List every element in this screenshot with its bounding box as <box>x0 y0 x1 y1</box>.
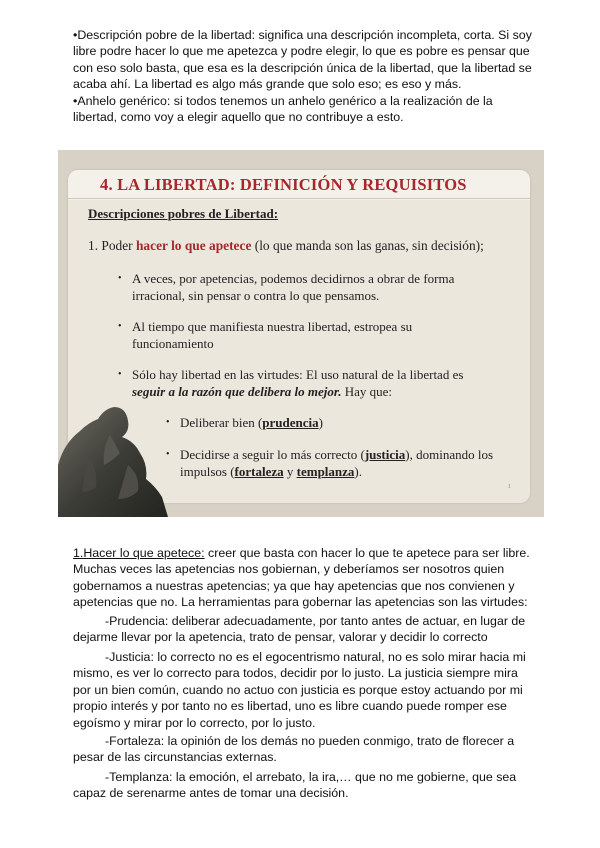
slide-subbullet-2-justicia: justicia <box>364 447 406 462</box>
slide-subbullet-1-a: Deliberar bien ( <box>180 415 263 430</box>
body-fortaleza: -Fortaleza: la opinión de los demás no pueden conmigo, trato de florecer a pesar de las circunstancias externas. <box>73 734 515 765</box>
slide-item-1-highlight: hacer lo que apetece <box>135 238 252 253</box>
slide-bullet-3-text-a: Sólo hay libertad en las virtudes: El uso natural de la libertad es <box>132 367 464 382</box>
slide-subbullet-2-g: ). <box>354 464 363 479</box>
slide-divider <box>68 198 530 199</box>
body-heading-hacer: 1.Hacer lo que apetece: <box>73 546 205 560</box>
slide-subbullet-1 <box>166 414 500 431</box>
slide-subbullet-1-c: ) <box>318 415 323 430</box>
slide-subbullet-2-templanza: templanza <box>296 464 355 479</box>
bullet-marker: • <box>118 321 122 332</box>
slide-subbullet-2-a: Decidirse a seguir lo más correcto ( <box>180 447 365 462</box>
slide-subbullet-2-c: ), dominando los impulsos ( <box>180 447 494 479</box>
body-paragraph-hacer-text: creer que basta con hacer lo que te apetece para ser libre. Muchas veces las apetencias nos gobiernan, y deberíamos ser nosotros quien gobernamos a nuestras apetencias; ya que hay apetencias que nos convienen y apetencias que no. La herramientas para gobernar las apetencias son las virtudes: <box>73 546 530 610</box>
body-templanza: -Templanza: la emoción, el arrebato, la ira,… que no me gobierne, que sea capaz de serenarme antes de tomar una decisión. <box>73 770 517 801</box>
slide-bullet-3-text-c: Hay que: <box>341 384 393 399</box>
thinker-statue-illustration <box>58 395 168 517</box>
slide-bullet-1 <box>118 270 492 304</box>
slide-page-number: 1 <box>508 484 511 490</box>
intro-paragraph-1: •Descripción pobre de la libertad: significa una descripción incompleta, corta. Si soy libre podre hacer lo que me apetezca y podre elegir, lo que es pobre es pensar que con eso solo basta, que esa es la descripción única de la libertad, que la libertad se acaba ahí. La libertad es algo más grande que solo eso; es eso y más. <box>73 28 532 92</box>
slide-subbullet-2-e: y <box>283 464 297 479</box>
slide-bullet-3-emphasis: seguir a la razón que delibera lo mejor. <box>132 384 342 399</box>
slide-subbullet-2-fortaleza: fortaleza <box>234 464 284 479</box>
slide-item-1-prefix: 1. Poder <box>88 238 136 253</box>
slide-bullet-2 <box>118 318 462 352</box>
body-prudencia: -Prudencia: deliberar adecuadamente, por tanto antes de actuar, en lugar de dejarme llevar por la apetencia, trato de pensar, valorar y decidir lo correcto <box>73 614 526 645</box>
slide-item-1 <box>88 238 484 254</box>
slide-subbullet-2 <box>166 446 500 480</box>
body-paragraph-hacer <box>73 545 535 611</box>
slide-subbullet-1-prudencia: prudencia <box>262 415 319 430</box>
bullet-marker: • <box>166 417 170 428</box>
slide-bullet-1-text: A veces, por apetencias, podemos decidirnos a obrar de forma irracional, sin pensar o contra lo que pensamos. <box>132 271 455 303</box>
slide-item-1-suffix: (lo que manda son las ganas, sin decisión); <box>251 238 484 253</box>
bullet-marker: • <box>118 369 122 380</box>
body-justicia: -Justicia: lo correcto no es el egocentrismo natural, no es solo mirar hacia mi mismo, es ver lo correcto para todos, decidir por lo justo. La justicia siempre mira por un bien común, cuando no actuo con justicia es porque estoy actuando por mi propio interés y por tanto no es libertad, uno es libre cuando puede romper ese egoísmo y mirar por lo correcto, por lo justo. <box>73 650 526 730</box>
slide-bullet-3 <box>118 366 492 400</box>
bullet-marker: • <box>118 273 122 284</box>
bullet-marker: • <box>166 449 170 460</box>
slide-title: 4. LA LIBERTAD: DEFINICIÓN Y REQUISITOS <box>100 175 467 194</box>
intro-paragraph-2: •Anhelo genérico: si todos tenemos un anhelo genérico a la realización de la libertad, como voy a elegir aquello que no contribuye a esto. <box>73 94 493 125</box>
slide-subheading: Descripciones pobres de Libertad: <box>88 206 279 221</box>
slide-bullet-2-text: Al tiempo que manifiesta nuestra libertad, estropea su funcionamiento <box>132 319 413 351</box>
